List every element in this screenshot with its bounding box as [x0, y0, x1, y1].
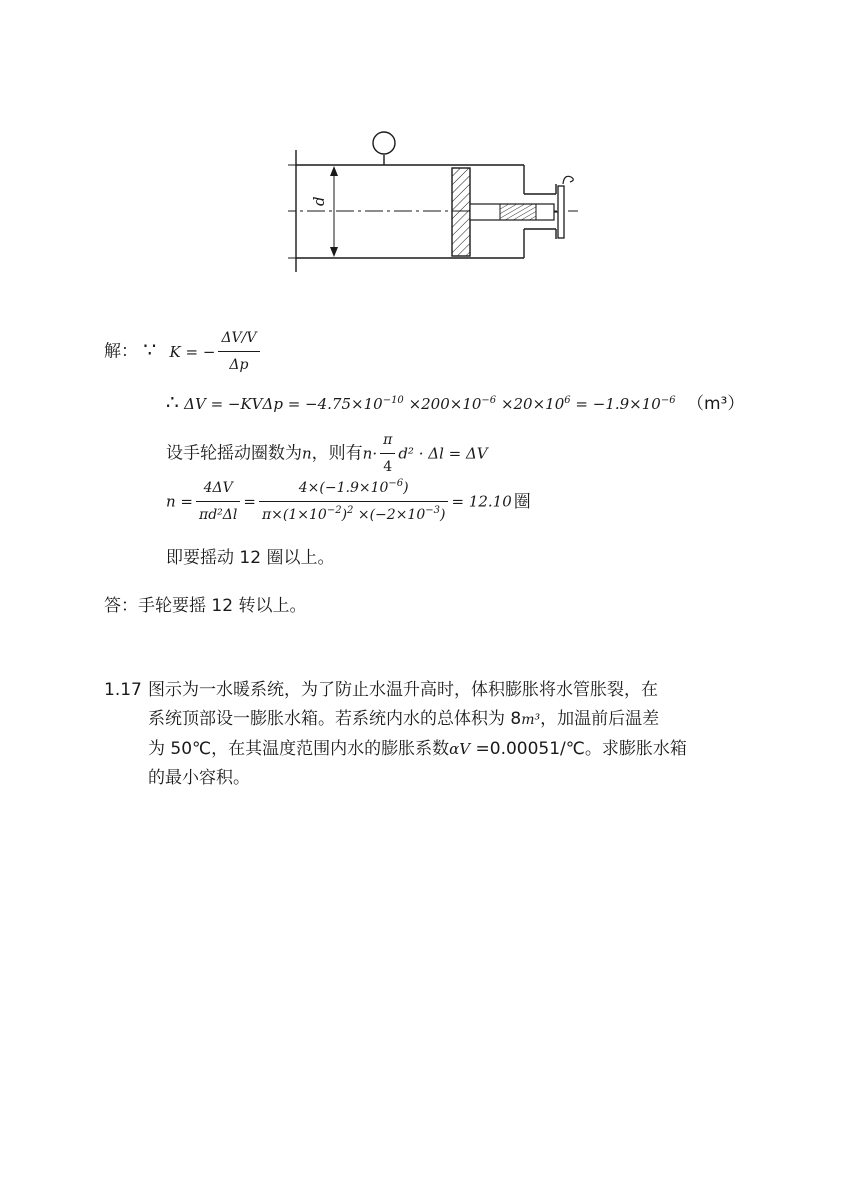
problem-line-4: 的最小容积。 — [148, 768, 250, 788]
n-den-b-exp: −2 — [326, 505, 342, 516]
dv-part-2: ×200×10 — [403, 395, 482, 413]
because-symbol: ∵ — [143, 337, 157, 362]
dv-part-4: = −1.9×10 — [570, 395, 661, 413]
piston-cylinder-figure — [288, 128, 588, 278]
problem-line-3-b: =0.00051/℃。求膨胀水箱 — [470, 739, 687, 759]
pressure-gauge — [373, 132, 395, 154]
solution-line-n: n = $\frac{4\Delta V}{\text{πd²Δl}}$ = $\frac{4\times(-1.9\times 10^{-6})}{\pi\times(1\times 10^{-2})^2 \times(-2\times 10^{-3})}$ = 12.10 圈 — [166, 476, 531, 527]
solution-conclusion: 即要摇动 12 圈以上。 — [166, 548, 335, 568]
assume-eq-pre: n· — [362, 444, 378, 463]
k-denominator: Δp — [229, 357, 249, 373]
pi-over-4 — [380, 428, 395, 479]
pi-numerator: π — [380, 428, 395, 454]
dv-exp-2: −6 — [481, 395, 497, 406]
n-frac2-numerator — [259, 476, 449, 502]
n-num-exp: −6 — [388, 478, 404, 489]
n-den-square: 2 — [347, 505, 354, 516]
assume-text-2: ，则有 — [311, 443, 363, 464]
n-num-pre: 4× — [298, 480, 320, 496]
n-result: = 12.10 — [451, 492, 512, 511]
n-frac1-numerator: 4ΔV — [196, 476, 240, 502]
problem-line-2 — [104, 705, 774, 735]
n-frac1-denominator: πd²Δl — [199, 507, 238, 523]
pi-denominator: 4 — [383, 459, 393, 475]
screw-thread — [500, 204, 536, 220]
solution-line-dv — [166, 390, 744, 416]
solution-label: 解： — [104, 341, 138, 362]
hand-wheel — [558, 186, 564, 238]
dv-part-1: ΔV = −KVΔp = −4.75×10 — [184, 395, 383, 413]
assume-var: n — [302, 444, 312, 463]
volume-unit: m³ — [521, 712, 541, 728]
n-frac2-denominator — [259, 502, 449, 527]
k-numerator: ΔV/V — [218, 326, 259, 352]
dv-part-3: ×20×10 — [496, 395, 565, 413]
problem-1-17 — [104, 676, 774, 793]
n-num-close: ) — [403, 480, 409, 496]
n-den-b-close: ) — [341, 507, 348, 523]
answer-text: 答：手轮要摇 12 转以上。 — [104, 596, 307, 616]
problem-line-2-a: 系统顶部设一膨胀水箱。若系统内水的总体积为 8 — [148, 709, 522, 729]
wheel-handle — [563, 176, 573, 184]
problem-line-1-text: 图示为一水暖系统，为了防止水温升高时，体积膨胀将水管胀裂，在 — [148, 680, 658, 700]
n-fraction-2 — [259, 476, 449, 527]
assume-eq-post: d² · Δl = ΔV — [398, 444, 488, 463]
dv-expression — [184, 395, 675, 413]
n-den-d-close: ) — [440, 507, 446, 523]
piston — [452, 168, 470, 256]
solution-line-assume — [166, 428, 488, 479]
n-unit: 圈 — [513, 491, 531, 512]
n-den-d-exp: −3 — [425, 505, 440, 516]
n-lhs: n = — [166, 492, 193, 511]
dv-exp-1: −10 — [382, 395, 404, 406]
dim-label-d: d — [310, 196, 328, 206]
solution-line-k — [104, 326, 263, 377]
k-lhs: K = − — [169, 342, 216, 361]
n-den-b: (1×10 — [282, 507, 327, 523]
expansion-coefficient-symbol: αV — [449, 740, 471, 758]
n-num-val: (−1.9×10 — [319, 480, 389, 496]
therefore-symbol: ∴ — [166, 390, 179, 414]
problem-line-3-a: 为 50℃，在其温度范围内水的膨胀系数 — [148, 739, 450, 759]
problem-line-1 — [104, 676, 774, 705]
n-den-a: π× — [261, 507, 283, 523]
dv-exp-4: −6 — [660, 395, 676, 406]
n-den-c: × — [353, 507, 370, 523]
problem-line-3 — [104, 735, 774, 764]
problem-number: 1.17 — [104, 680, 142, 700]
n-fraction-1 — [196, 476, 240, 527]
k-fraction — [218, 326, 259, 377]
assume-text: 设手轮摇动圈数为 — [166, 443, 302, 464]
problem-line-2-b: ，加温前后温差 — [540, 709, 660, 729]
dv-unit: （m³） — [686, 394, 745, 414]
dv-exp-3: 6 — [564, 395, 571, 406]
n-den-d: (−2×10 — [369, 507, 426, 523]
